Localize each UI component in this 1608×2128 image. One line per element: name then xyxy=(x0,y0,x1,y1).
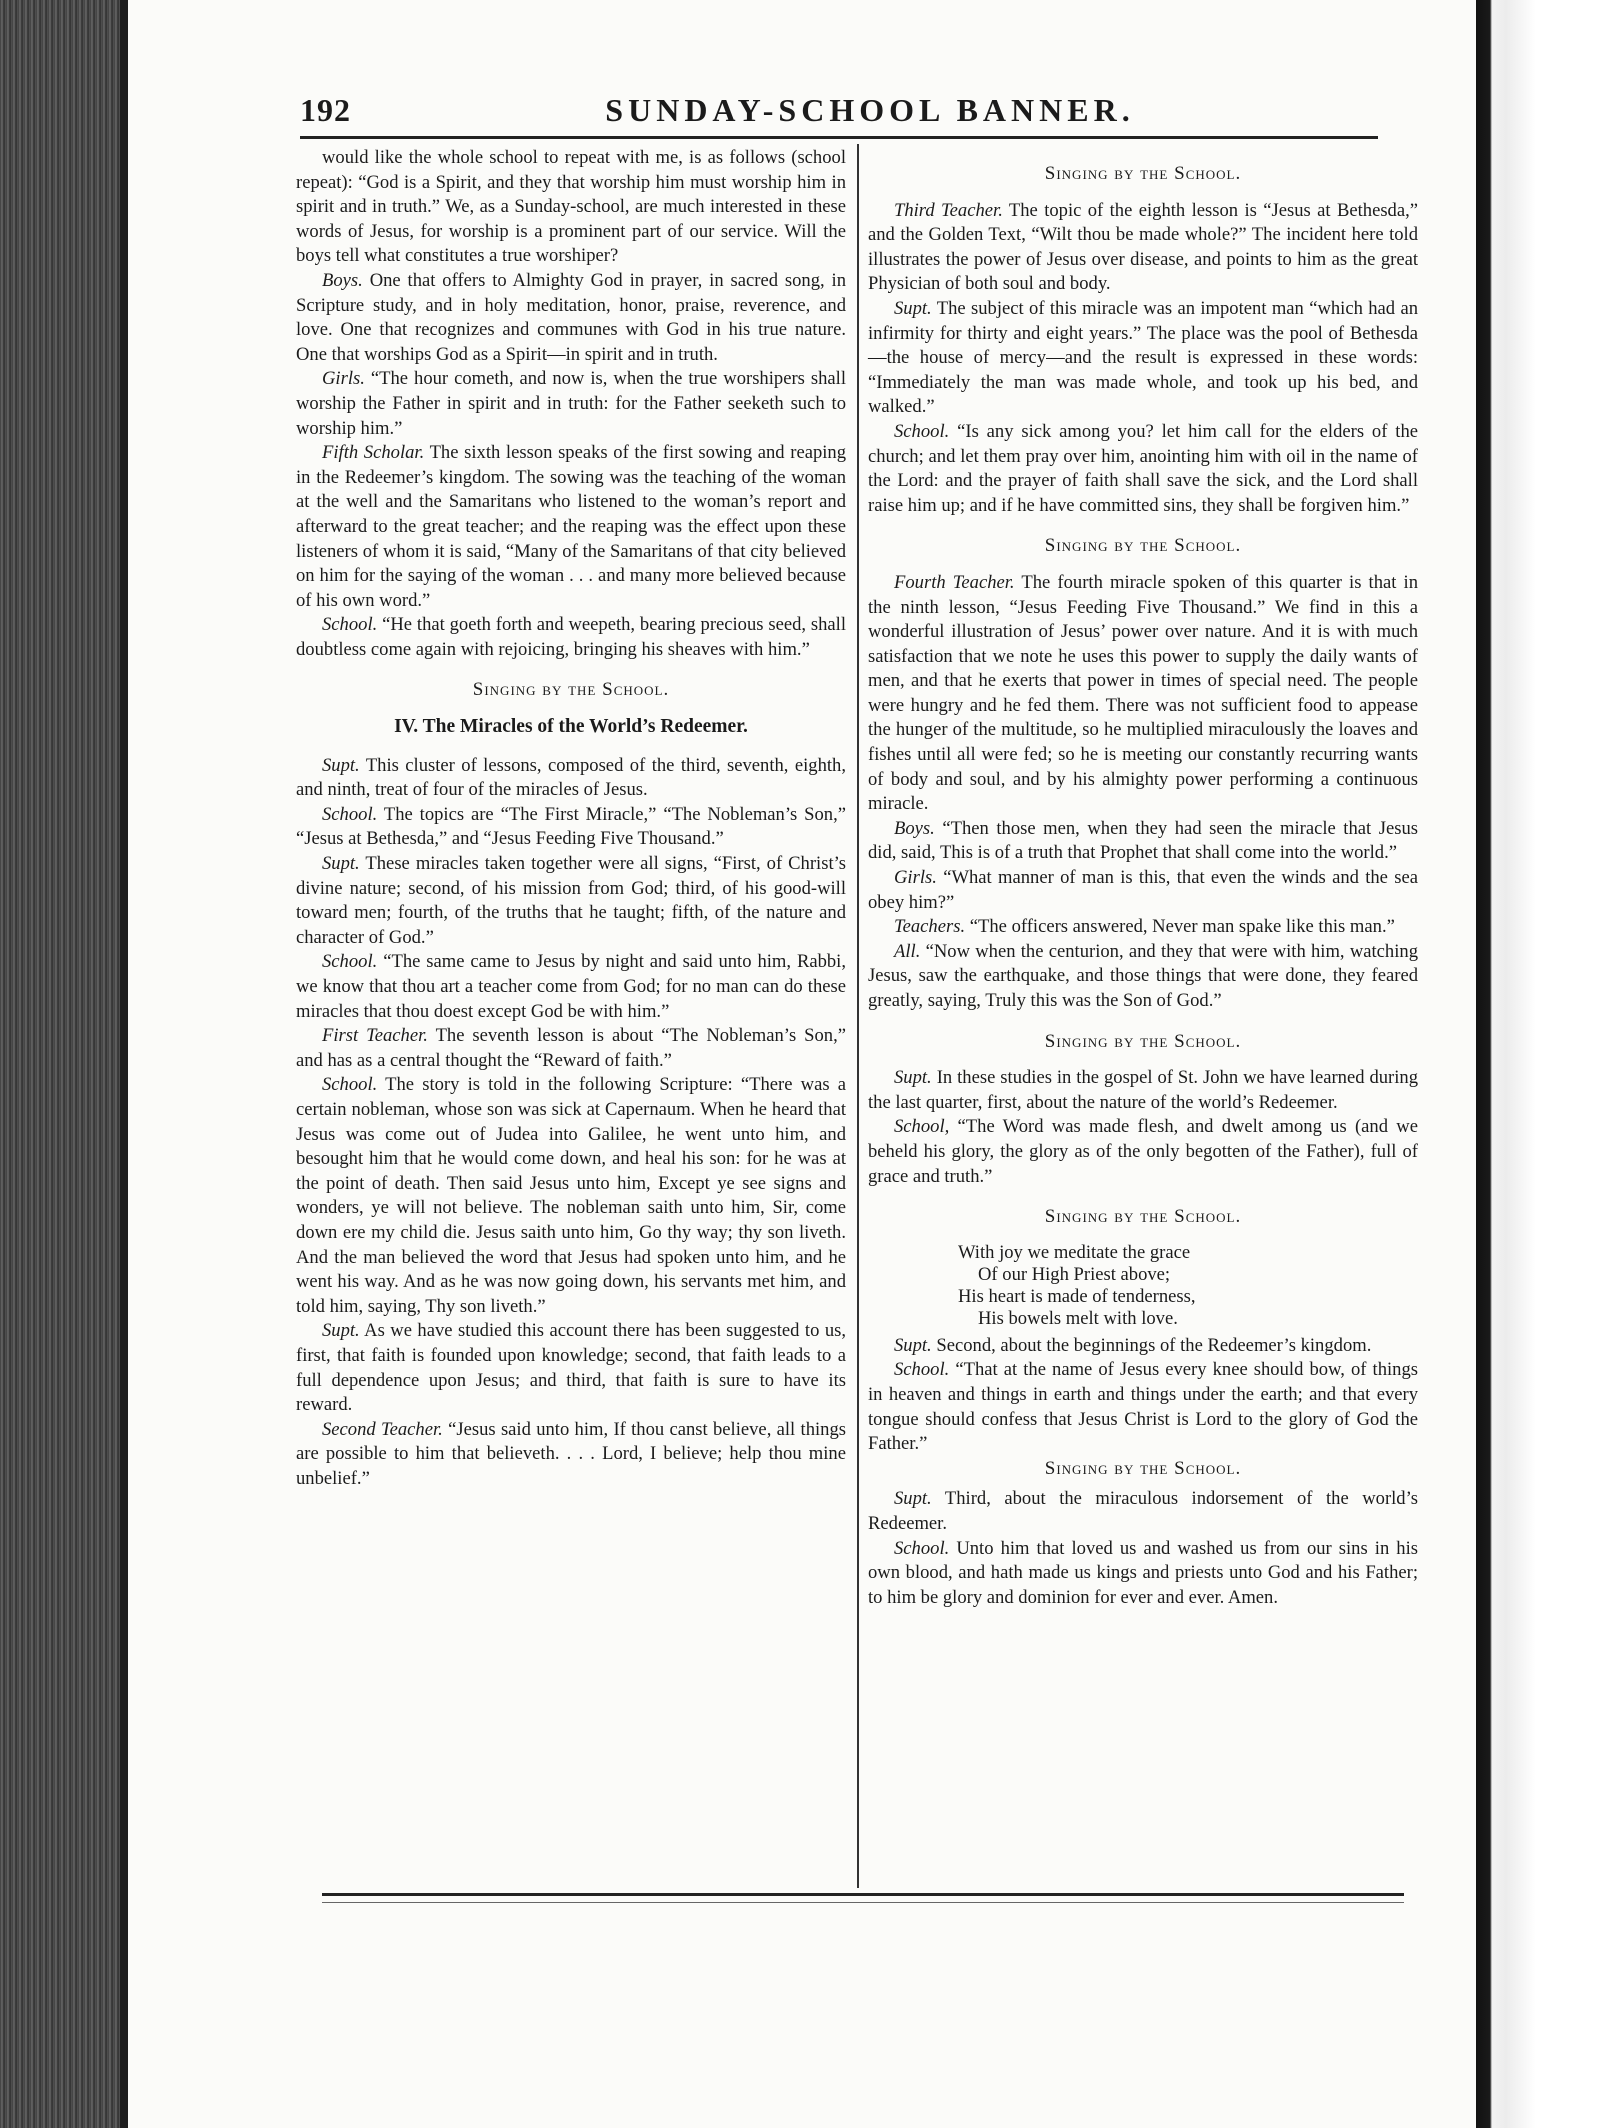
paragraph xyxy=(296,441,846,613)
paragraph xyxy=(868,420,1418,518)
paragraph xyxy=(296,1319,846,1417)
speaker-label: Supt. xyxy=(894,1488,932,1510)
paragraph-text: “The officers answered, Never man spake like this man.” xyxy=(969,916,1395,938)
paragraph xyxy=(868,866,1418,915)
section-title: IV. The Miracles of the World’s Redeemer. xyxy=(394,716,748,738)
paragraph-text: “Jesus said unto him, If thou canst believe, all things are possible to him that believeth. . . . Lord, I believe; help thou mine unbelief.” xyxy=(296,1418,846,1489)
hymn-line: Of our High Priest above; xyxy=(978,1263,1171,1285)
paragraph-text: The seventh lesson is about “The Nobleman’s Son,” and has as a central thought the “Reward of faith.” xyxy=(296,1025,847,1071)
singing-heading: Singing by the School. xyxy=(1044,1206,1242,1228)
paragraph xyxy=(868,571,1418,817)
paragraph xyxy=(296,613,846,662)
paragraph-text: “That at the name of Jesus every knee should bow, of things in heaven and things in earth and things under the earth; and that every tongue should confess that Jesus Christ is Lord to the glory of God the Father.” xyxy=(868,1359,1418,1455)
paragraph xyxy=(868,1537,1418,1611)
paragraph xyxy=(296,754,846,803)
paragraph-text: would like the whole school to repeat with me, is as follows (school repeat): “God is a Spirit, and they that worship him must worship him in spirit and in truth.” We, as a Sunday-school, are much interested in these words of Jesus, for worship is a prominent part of our service. Will the boys tell what constitutes a true worshiper? xyxy=(296,147,846,267)
paragraph-text: The subject of this miracle was an impotent man “which had an infirmity for thirty and eight years.” The place was the pool of Bethesda—the house of mercy—and the result is expressed in these words: “Immediately the man was made whole, and took up his bed, and walked.” xyxy=(868,297,1419,418)
paragraph xyxy=(868,1066,1418,1115)
footer-rule xyxy=(322,1893,1404,1896)
speaker-label: School. xyxy=(322,1074,378,1096)
paragraph-text: “The hour cometh, and now is, when the true worshipers shall worship the Father in spirit and in truth: for the Father seeketh such to worship him.” xyxy=(296,368,846,439)
singing-heading: Singing by the School. xyxy=(1044,1030,1242,1052)
running-title: SUNDAY-SCHOOL BANNER. xyxy=(605,92,1135,128)
paragraph xyxy=(296,1418,846,1492)
paragraph xyxy=(296,367,846,441)
left-column xyxy=(296,146,846,1491)
paragraph xyxy=(868,1487,1418,1536)
speaker-label: Girls. xyxy=(322,368,365,390)
speaker-label: Fourth Teacher. xyxy=(894,571,1015,593)
paragraph-text: “The same came to Jesus by night and said unto him, Rabbi, we know that thou art a teacher come from God; for no man can do these miracles that thou doest except God be with him.” xyxy=(296,951,847,1022)
paragraph xyxy=(868,940,1418,1014)
page-number: 192 xyxy=(300,92,351,128)
paragraph xyxy=(868,817,1418,866)
singing-heading: Singing by the School. xyxy=(1044,535,1242,557)
speaker-label: Supt. xyxy=(322,754,360,776)
hymn-line: With joy we meditate the grace xyxy=(958,1241,1191,1263)
paragraph xyxy=(296,269,846,367)
paragraph xyxy=(296,1073,846,1319)
paragraph xyxy=(868,199,1418,297)
paragraph-text: One that offers to Almighty God in prayer, in sacred song, in Scripture study, and in holy meditation, honor, praise, reverence, and love. One that recognizes and communes with God in his true nature. One that worships God as a Spirit—in spirit and in truth. xyxy=(296,269,846,365)
column-divider xyxy=(857,144,859,1888)
paragraph-text: The topics are “The First Miracle,” “The Nobleman’s Son,” “Jesus at Bethesda,” and “Jesus Feeding Five Thousand.” xyxy=(296,803,846,850)
speaker-label: Supt. xyxy=(894,1334,932,1356)
book-page-edges-right xyxy=(1476,0,1608,2128)
paragraph-text: This cluster of lessons, composed of the third, seventh, eighth, and ninth, treat of four of the miracles of Jesus. xyxy=(296,754,847,801)
speaker-label: School. xyxy=(322,614,378,636)
speaker-label: Teachers. xyxy=(894,916,966,938)
singing-heading: Singing by the School. xyxy=(1044,1457,1242,1479)
speaker-label: Girls. xyxy=(894,867,937,889)
speaker-label: Boys. xyxy=(894,817,935,839)
speaker-label: Third Teacher. xyxy=(894,199,1003,221)
page-header xyxy=(300,92,1378,132)
paragraph xyxy=(296,950,846,1024)
paragraph-text: Second, about the beginnings of the Redeemer’s kingdom. xyxy=(936,1334,1372,1356)
paragraph xyxy=(296,852,846,950)
paragraph-text: In these studies in the gospel of St. John we have learned during the last quarter, first, about the nature of the world’s Redeemer. xyxy=(868,1067,1419,1113)
singing-heading: Singing by the School. xyxy=(472,679,670,701)
paragraph-text: “Then those men, when they had seen the miracle that Jesus did, said, This is of a truth that Prophet that shall come into the world.” xyxy=(868,817,1419,864)
paragraph xyxy=(868,915,1418,940)
paragraph-text: As we have studied this account there has been suggested to us, first, that faith is founded upon knowledge; second, that faith leads to a full dependence upon Jesus; and third, that faith is sure to have its reward. xyxy=(296,1320,846,1416)
paragraph-text: Third, about the miraculous indorsement of the world’s Redeemer. xyxy=(868,1488,1419,1534)
paragraph-text: “Now when the centurion, and they that were with him, watching Jesus, saw the earthquake, and those things that were done, they feared greatly, saying, Truly this was the Son of God.” xyxy=(868,940,1418,1011)
paragraph-text: The story is told in the following Scripture: “There was a certain nobleman, whose son was sick at Capernaum. When he heard that Jesus was come out of Judea into Galilee, he went unto him, and besought him that he would come down, and heal his son: for he was at the point of death. Then said Jesus unto him, Except ye see signs and wonders, ye will not believe. The nobleman saith unto him, Sir, come down ere my child die. Jesus saith unto him, Go thy way; thy son liveth. And the man believed the word that Jesus had spoken unto him, and he went his way. And as he was now going down, his servants met him, and told him, saying, Thy son liveth.” xyxy=(296,1074,846,1317)
hymn-line: His heart is made of tenderness, xyxy=(958,1285,1196,1307)
paragraph xyxy=(868,1358,1418,1456)
header-rule xyxy=(300,136,1378,139)
paragraph xyxy=(296,146,846,269)
speaker-label: Supt. xyxy=(322,853,360,875)
hymn-verse xyxy=(958,1242,1418,1330)
paragraph-text: “What manner of man is this, that even the winds and the sea obey him?” xyxy=(868,867,1418,913)
paragraph-text: The topic of the eighth lesson is “Jesus at Bethesda,” and the Golden Text, “Wilt thou be made whole?” The incident here told illustrates the power of Jesus over disease, and points to him as the great Physician of both soul and body. xyxy=(868,199,1419,295)
right-column xyxy=(868,146,1418,1610)
hymn-line: His bowels melt with love. xyxy=(978,1307,1178,1329)
paragraph xyxy=(296,803,846,852)
paragraph xyxy=(868,1115,1418,1189)
speaker-label: School, xyxy=(894,1116,950,1138)
speaker-label: Fifth Scholar. xyxy=(322,442,425,464)
paragraph-text: These miracles taken together were all signs, “First, of Christ’s divine nature; second, of his mission from God; third, of his good-will toward men; fourth, of the truths that he taught; fifth, of the nature and character of God.” xyxy=(296,853,847,948)
paragraph-text: The fourth miracle spoken of this quarter is that in the ninth lesson, “Jesus Feeding Five Thousand.” We find in this a wonderful illustration of Jesus’ power over nature. And it is with much satisfaction that we note he uses this power to supply the daily wants of men, and that he exerts that power in times of special need. The people were hungry and he fed them. There was not sufficient food to appease the hunger of the multitude, so he multiplied miraculously the loaves and fishes until all were fed; so he is meeting our constantly recurring wants of body and soul, and by his almighty power performing a continuous miracle. xyxy=(868,571,1419,815)
speaker-label: First Teacher. xyxy=(322,1025,428,1047)
paragraph xyxy=(296,1024,846,1073)
paragraph xyxy=(868,297,1418,420)
footer-rule-thin xyxy=(322,1902,1404,1903)
paragraph-text: “Is any sick among you? let him call for the elders of the church; and let them pray over him, anointing him with oil in the name of the Lord: and the prayer of faith shall save the sick, and the Lord shall raise him up; and if he have committed sins, they shall be forgiven him.” xyxy=(868,420,1418,516)
speaker-label: Supt. xyxy=(894,297,932,319)
book-page-edges-left xyxy=(0,0,128,2128)
paragraph-text: “The Word was made flesh, and dwelt among us (and we beheld his glory, the glory as of the only begotten of the Father), full of grace and truth.” xyxy=(868,1116,1418,1187)
paragraph-text: “He that goeth forth and weepeth, bearing precious seed, shall doubtless come again with rejoicing, bringing his sheaves with him.” xyxy=(296,614,847,660)
paragraph-text: Unto him that loved us and washed us from our sins in his own blood, and hath made us kings and priests unto God and his Father; to him be glory and dominion for ever and ever. Amen. xyxy=(868,1537,1418,1608)
speaker-label: Supt. xyxy=(894,1067,932,1089)
speaker-label: Second Teacher. xyxy=(322,1418,443,1440)
singing-heading: Singing by the School. xyxy=(1044,163,1242,184)
speaker-label: All. xyxy=(894,940,921,962)
paragraph-text: The sixth lesson speaks of the first sowing and reaping in the Redeemer’s kingdom. The sowing was the teaching of the woman at the well and the Samaritans who listened to the woman’s report and afterward to the great teacher; and the reaping was the effect upon these listeners of whom it is said, “Many of the Samaritans of that city believed on him for the saying of the woman . . . and many more believed because of his own word.” xyxy=(296,442,847,611)
speaker-label: Boys. xyxy=(322,269,363,291)
paragraph xyxy=(868,1334,1418,1359)
speaker-label: School. xyxy=(894,1359,950,1381)
speaker-label: School. xyxy=(322,803,378,825)
speaker-label: School. xyxy=(894,420,950,442)
speaker-label: School. xyxy=(322,951,378,973)
speaker-label: School. xyxy=(894,1537,950,1559)
speaker-label: Supt. xyxy=(322,1320,360,1342)
